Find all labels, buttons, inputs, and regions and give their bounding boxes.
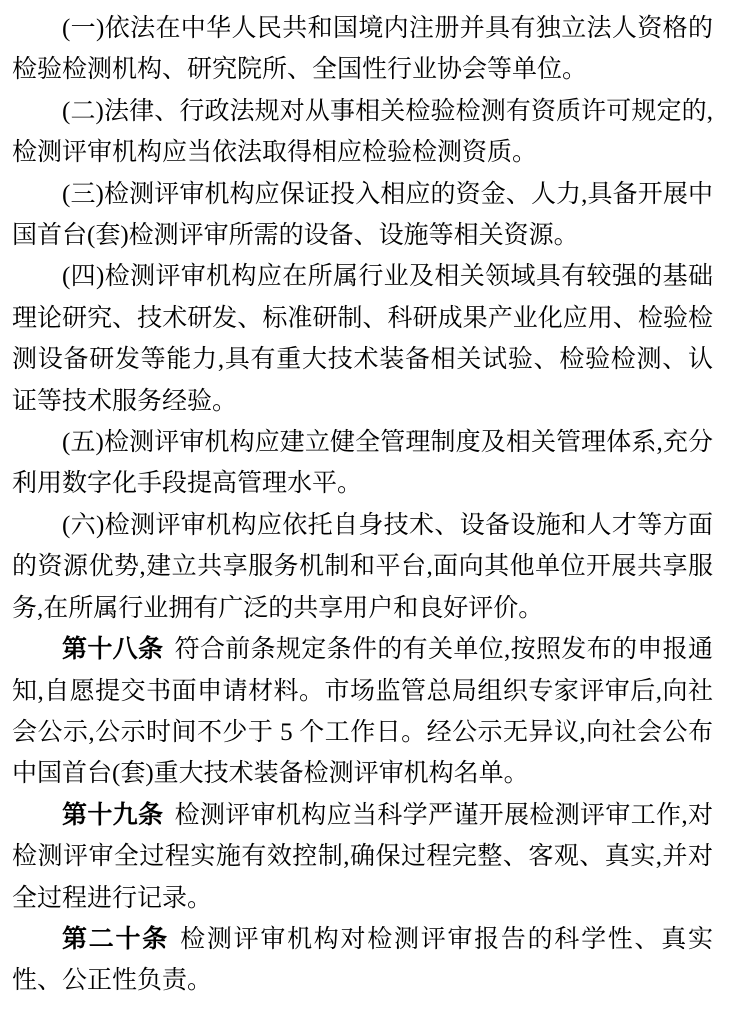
article-paragraph: 第十九条 检测评审机构应当科学严谨开展检测评审工作,对检测评审全过程实施有效控制,确保过程完整、客观、真实,并对全过程进行记录。 (12, 801, 713, 912)
clause-paragraph: (二)法律、行政法规对从事相关检验检测有资质许可规定的,检测评审机构应当依法取得相应检验检测资质。 (12, 97, 713, 167)
article-paragraph: 第二十条 检测评审机构对检测评审报告的科学性、真实性、公正性负责。 (12, 925, 713, 995)
clause-paragraph: (四)检测评审机构应在所属行业及相关领域具有较强的基础理论研究、技术研发、标准研制、科研成果产业化应用、检验检测设备研发等能力,具有重大技术装备相关试验、检验检测、认证等技术服务经验。 (12, 263, 713, 415)
article-number: 第十九条 (62, 801, 164, 829)
clause-paragraph: (六)检测评审机构应依托自身技术、设备设施和人才等方面的资源优势,建立共享服务机制和平台,面向其他单位开展共享服务,在所属行业拥有广泛的共享用户和良好评价。 (12, 511, 713, 622)
article-number: 第二十条 (62, 925, 169, 953)
article-paragraph: 第十八条 符合前条规定条件的有关单位,按照发布的申报通知,自愿提交书面申请材料。市场监管总局组织专家评审后,向社会公示,公示时间不少于 5 个工作日。经公示无异议,向社会公布中国首台(套)重大技术装备检测评审机构名单。 (12, 636, 713, 788)
document-body (12, 8, 713, 1002)
clause-paragraph: (五)检测评审机构应建立健全管理制度及相关管理体系,充分利用数字化手段提高管理水平。 (12, 429, 713, 498)
article-number: 第十八条 (62, 636, 164, 664)
clause-paragraph: (一)依法在中华人民共和国境内注册并具有独立法人资格的检验检测机构、研究院所、全国性行业协会等单位。 (12, 15, 713, 84)
clause-paragraph: (三)检测评审机构应保证投入相应的资金、人力,具备开展中国首台(套)检测评审所需的设备、设施等相关资源。 (12, 180, 713, 250)
